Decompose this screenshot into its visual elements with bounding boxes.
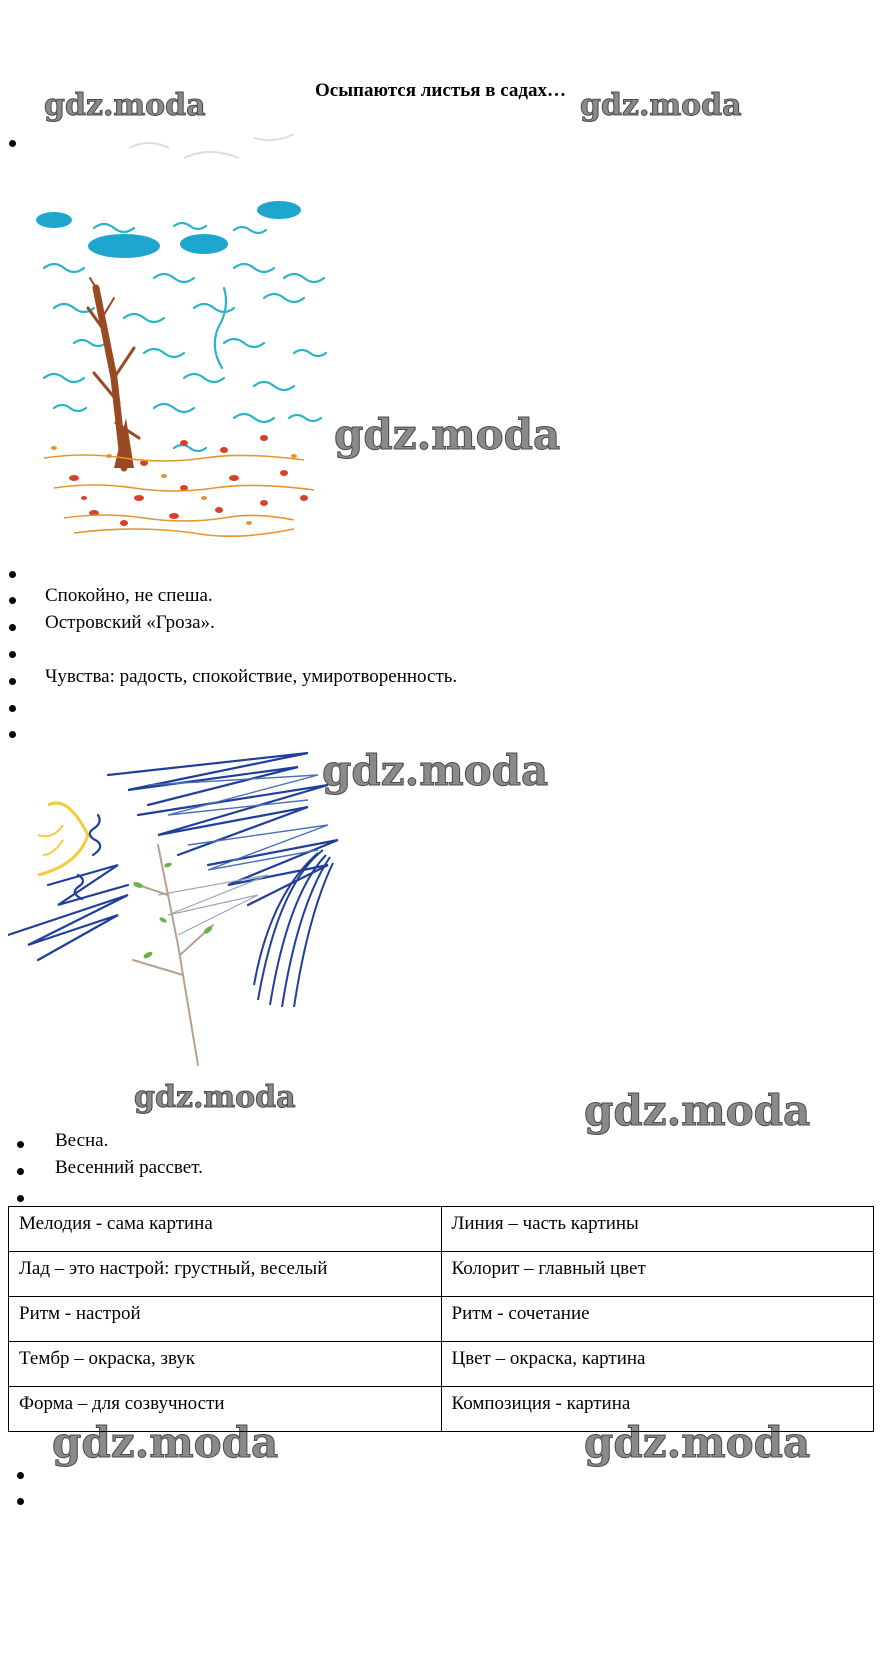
list-item: Весенний рассвет.	[55, 1157, 203, 1178]
comparison-table	[8, 1206, 874, 1432]
list-item: Весна.	[55, 1130, 109, 1151]
table-row	[9, 1387, 874, 1432]
table-cell: Линия – часть картины	[441, 1207, 874, 1252]
table-cell: Ритм - сочетание	[441, 1297, 874, 1342]
watermark: gdz.moda	[584, 1086, 811, 1135]
watermark: gdz.moda	[322, 746, 549, 795]
list-item: Островский «Гроза».	[45, 612, 215, 633]
watermark: gdz.moda	[584, 1418, 811, 1467]
table-row	[9, 1297, 874, 1342]
list-bullet	[9, 140, 16, 147]
table-row	[9, 1342, 874, 1387]
spring-sunrise-drawing	[8, 745, 358, 1070]
list-bullet	[17, 1498, 24, 1505]
table-cell: Колорит – главный цвет	[441, 1252, 874, 1297]
list-bullet	[9, 651, 16, 658]
list-bullet	[9, 705, 16, 712]
watermark: gdz.moda	[580, 88, 742, 123]
list-bullet	[17, 1472, 24, 1479]
list-bullet	[9, 678, 16, 685]
table-cell: Тембр – окраска, звук	[9, 1342, 442, 1387]
table-row	[9, 1252, 874, 1297]
list-bullet	[9, 624, 16, 631]
table-cell: Композиция - картина	[441, 1387, 874, 1432]
list-item: Спокойно, не спеша.	[45, 585, 213, 606]
list-bullet	[9, 731, 16, 738]
list-bullet	[17, 1195, 24, 1202]
autumn-tree-drawing	[34, 118, 354, 558]
table-cell: Ритм - настрой	[9, 1297, 442, 1342]
watermark: gdz.moda	[52, 1418, 279, 1467]
watermark: gdz.moda	[134, 1080, 296, 1115]
table-cell: Форма – для созвучности	[9, 1387, 442, 1432]
page-title: Осыпаются листья в садах…	[314, 80, 567, 101]
list-bullet	[9, 597, 16, 604]
table-cell: Цвет – окраска, картина	[441, 1342, 874, 1387]
list-item: Чувства: радость, спокойствие, умиротворенность.	[45, 666, 458, 687]
table-cell: Лад – это настрой: грустный, веселый	[9, 1252, 442, 1297]
watermark: gdz.moda	[334, 410, 561, 459]
list-bullet	[9, 571, 16, 578]
watermark: gdz.moda	[44, 88, 206, 123]
table-cell: Мелодия - сама картина	[9, 1207, 442, 1252]
table-row	[9, 1207, 874, 1252]
list-bullet	[17, 1141, 24, 1148]
list-bullet	[17, 1168, 24, 1175]
